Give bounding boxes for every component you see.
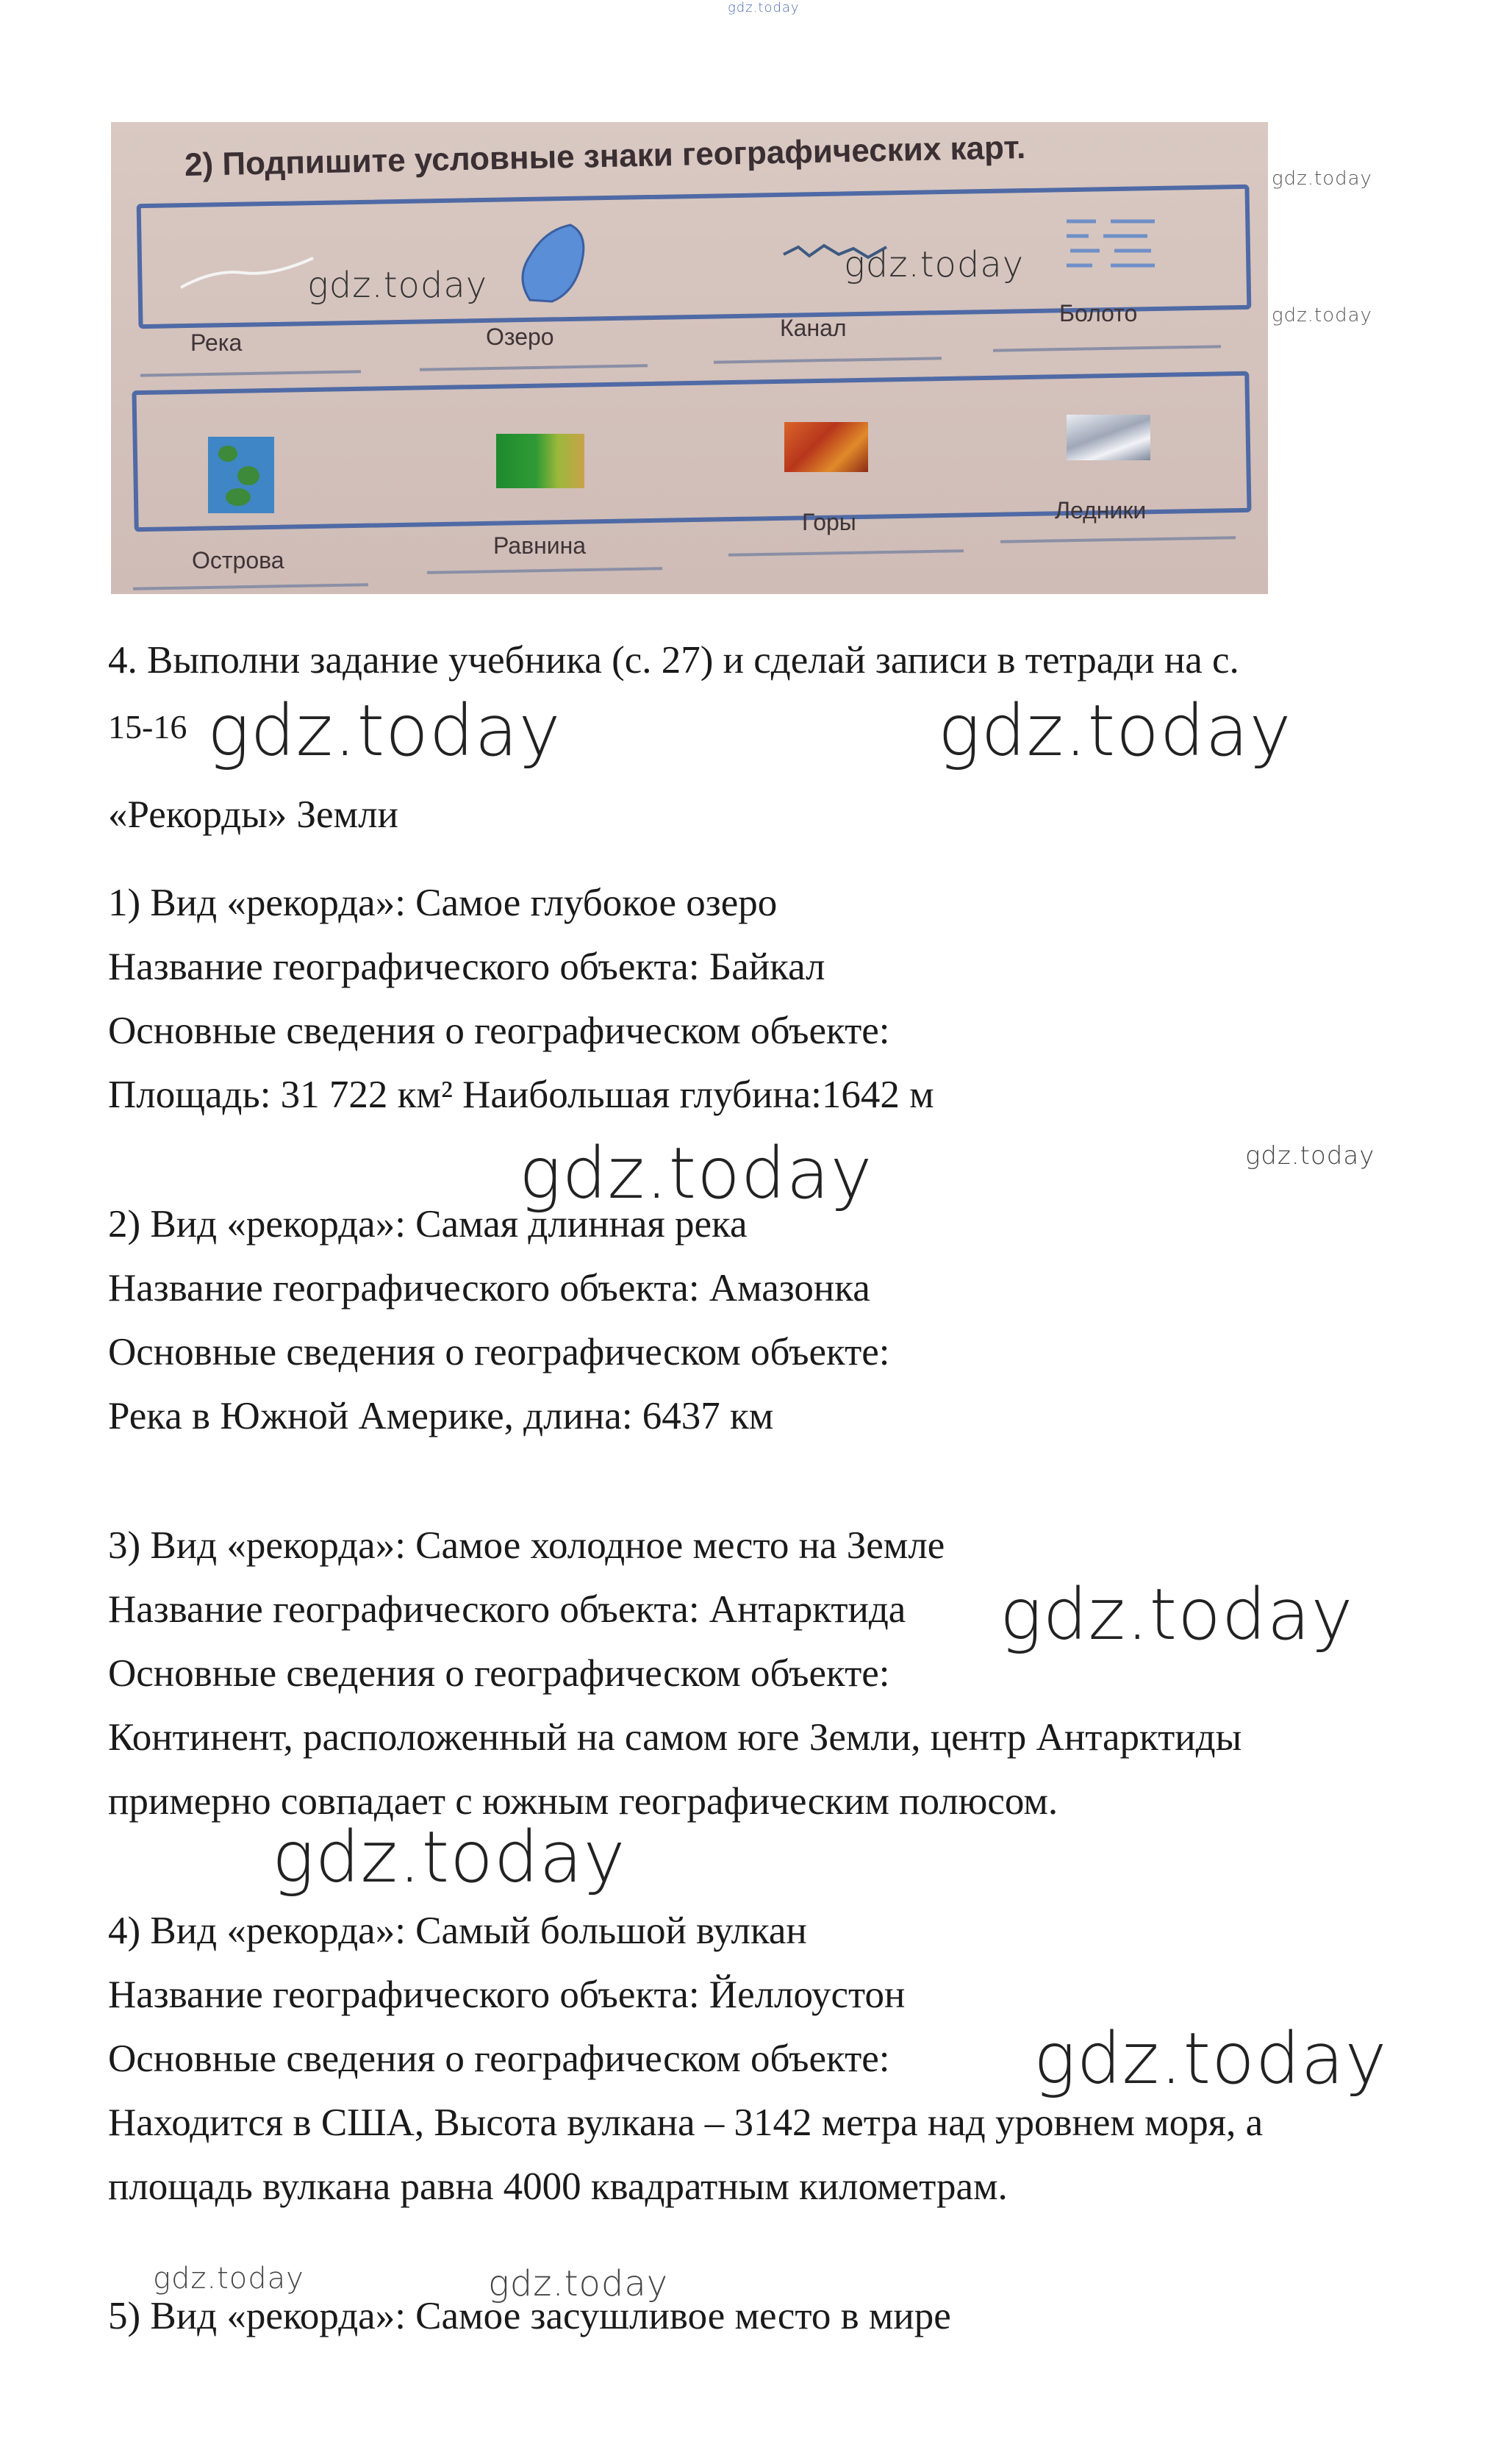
record-4-info-2: площадь вулкана равна 4000 квадратным километрам. [108,2165,1008,2208]
task-line-2: 15-16 [108,708,187,746]
swamp-symbol-icon [1059,210,1162,276]
record-4-name: Название географического объекта: Йеллоустон [108,1973,906,2016]
watermark: gdz.today [1033,2018,1388,2100]
watermark: gdz.today [207,690,562,772]
label-islands: Острова [192,547,284,574]
label-mountains: Горы [802,509,856,535]
textbook-photo [111,122,1268,594]
label-swamp: Болото [1059,300,1138,326]
record-1-info: Площадь: 31 722 км² Наибольшая глубина:1642 м [108,1073,934,1116]
watermark: gdz.today [519,1132,873,1215]
answer-line [133,583,368,590]
watermark: gdz.today [272,1816,626,1898]
plain-symbol-icon [496,434,584,488]
record-2-info-label: Основные сведения о географическом объекте: [108,1331,890,1373]
record-1-name: Название географического объекта: Байкал [108,946,825,988]
record-4-kind: 4) Вид «рекорда»: Самый большой вулкан [108,1909,807,1952]
label-lake: Озеро [486,324,554,350]
watermark-top: gdz.today [728,0,800,15]
label-glaciers: Ледники [1055,497,1147,524]
record-3-info-2: примерно совпадает с южным географическим полюсом. [108,1780,1058,1823]
watermark: gdz.today [938,690,1292,772]
answer-line [714,357,942,363]
record-5-kind: 5) Вид «рекорда»: Самое засушливое место в мире [108,2295,951,2337]
record-1-kind: 1) Вид «рекорда»: Самое глубокое озеро [108,882,778,924]
answer-line [1000,536,1236,543]
watermark: gdz.today [307,265,488,306]
label-canal: Канал [780,315,847,341]
section-heading: «Рекорды» Земли [108,793,398,836]
answer-line [420,364,648,371]
label-plain: Равнина [493,532,587,559]
lake-symbol-icon [508,219,596,307]
watermark: gdz.today [844,244,1025,285]
watermark: gdz.today [488,2263,669,2304]
label-river: Река [190,329,243,356]
record-3-kind: 3) Вид «рекорда»: Самое холодное место на Земле [108,1524,945,1567]
river-symbol-icon [177,254,317,299]
record-2-info: Река в Южной Америке, длина: 6437 км [108,1395,774,1437]
watermark: gdz.today [1272,168,1372,190]
answer-line [728,549,964,557]
photo-title: 2) Подпишите условные знаки географических карт. [184,129,1026,183]
record-3-info-label: Основные сведения о географическом объекте: [108,1652,890,1695]
record-2-name: Название географического объекта: Амазонка [108,1267,870,1310]
mountains-symbol-icon [784,422,868,472]
answer-line [993,345,1221,351]
task-line-1: 4. Выполни задание учебника (с. 27) и сделай записи в тетради на с. [108,639,1239,682]
record-4-info-1: Находится в США, Высота вулкана – 3142 метра над уровнем моря, а [108,2101,1264,2144]
record-2-kind: 2) Вид «рекорда»: Самая длинная река [108,1203,748,1246]
record-1-info-label: Основные сведения о географическом объекте: [108,1010,890,1052]
record-3-name: Название географического объекта: Антарктида [108,1588,906,1631]
watermark: gdz.today [1000,1573,1354,1656]
record-3-info-1: Континент, расположенный на самом юге Земли, центр Антарктиды [108,1716,1242,1759]
watermark: gdz.today [153,2262,304,2296]
answer-line [140,370,361,376]
record-4-info-label: Основные сведения о географическом объекте: [108,2037,890,2080]
glaciers-symbol-icon [1067,415,1150,460]
islands-symbol-icon [208,437,274,513]
watermark: gdz.today [1245,1141,1375,1171]
watermark: gdz.today [1272,304,1372,326]
answer-line [427,567,662,574]
